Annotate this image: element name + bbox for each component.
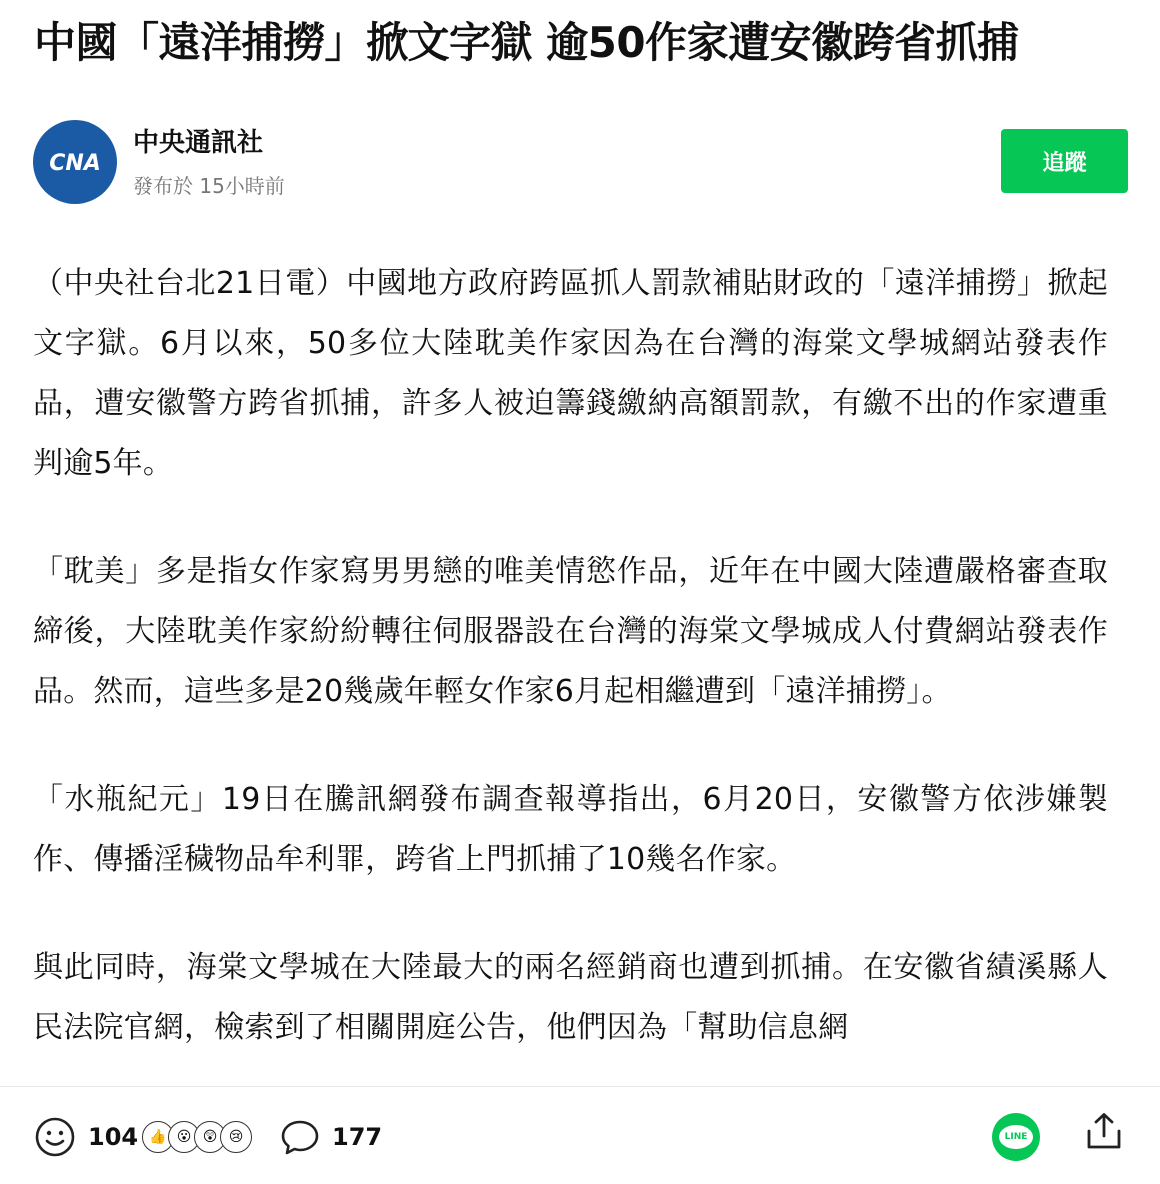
line-share-button[interactable] bbox=[992, 1113, 1040, 1161]
reaction-faces bbox=[142, 1121, 252, 1153]
article-paragraph: （中央社台北21日電）中國地方政府跨區抓人罰款補貼財政的「遠洋捕撈」掀起文字獄。6月以來，50多位大陸耽美作家因為在台灣的海棠文學城網站發表作品，遭安徽警方跨省抓捕，許多人被迫籌錢繳納高額罰款，有繳不出的作家遭重判逾5年。 bbox=[33, 266, 1108, 481]
line-icon: LINE bbox=[999, 1125, 1033, 1149]
reaction-count: 104 bbox=[88, 1123, 139, 1151]
author-row bbox=[33, 120, 1128, 208]
comment-button[interactable] bbox=[280, 1115, 382, 1159]
comment-count: 177 bbox=[332, 1123, 383, 1151]
thumbs-up-face-icon: 👍 bbox=[142, 1121, 174, 1153]
follow-button[interactable]: 追蹤 bbox=[1001, 129, 1128, 193]
article-paragraph: 「耽美」多是指女作家寫男男戀的唯美情慾作品，近年在中國大陸遭嚴格審查取締後，大陸耽美作家紛紛轉往伺服器設在台灣的海棠文學城成人付費網站發表作品。然而，這些多是20幾歲年輕女作家6月起相繼遭到「遠洋捕撈」。 bbox=[33, 554, 1108, 709]
article-paragraph: 「水瓶紀元」19日在騰訊網發布調查報導指出，6月20日，安徽警方依涉嫌製作、傳播淫穢物品牟利罪，跨省上門抓捕了10幾名作家。 bbox=[33, 782, 1108, 877]
smile-icon bbox=[34, 1116, 76, 1158]
article-title: 中國「遠洋捕撈」掀文字獄 逾50作家遭安徽跨省抓捕 bbox=[34, 18, 1019, 67]
comment-bubble-icon bbox=[280, 1117, 320, 1157]
share-icon[interactable] bbox=[1084, 1111, 1124, 1151]
publish-time: 發布於 15小時前 bbox=[133, 174, 285, 198]
surprised-face-icon: 😮 bbox=[168, 1121, 200, 1153]
reaction-button[interactable] bbox=[34, 1115, 252, 1159]
publisher-avatar[interactable] bbox=[33, 120, 117, 204]
publisher-name[interactable]: 中央通訊社 bbox=[133, 128, 264, 158]
article-paragraph: 與此同時，海棠文學城在大陸最大的兩名經銷商也遭到抓捕。在安徽省績溪縣人民法院官網，檢索到了相關開庭公告，他們因為「幫助信息網 bbox=[33, 950, 1108, 1045]
engagement-bar bbox=[0, 1086, 1160, 1184]
crying-face-icon: 😢 bbox=[220, 1121, 252, 1153]
article-body bbox=[33, 254, 1108, 1106]
shocked-face-icon: 😲 bbox=[194, 1121, 226, 1153]
cna-logo-icon bbox=[46, 147, 104, 177]
content-fade bbox=[0, 1050, 1160, 1086]
cna-logo-text: CNA bbox=[49, 151, 101, 176]
